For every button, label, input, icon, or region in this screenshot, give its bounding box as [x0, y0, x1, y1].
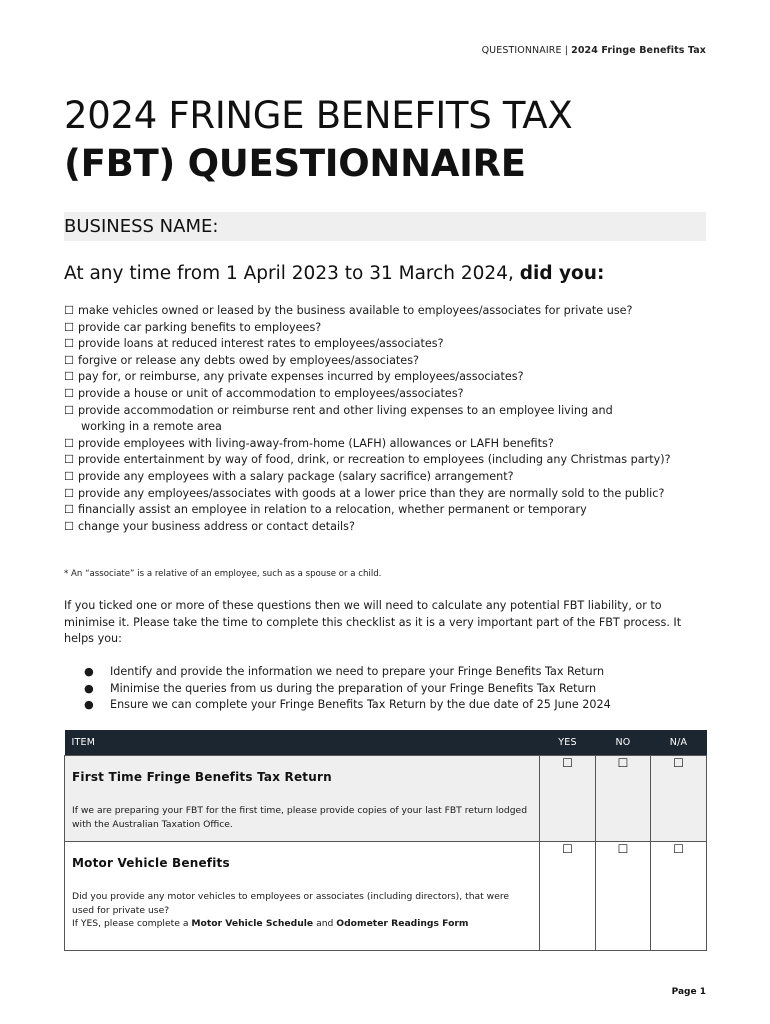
checklist-item-label: provide any employees with a salary package (salary sacrifice) arrangement?: [78, 469, 514, 483]
checkbox-icon[interactable]: ☐: [64, 436, 75, 450]
checkbox-icon[interactable]: ☐: [64, 353, 75, 367]
na-checkbox[interactable]: [651, 842, 707, 951]
bullet-icon: ●: [84, 698, 94, 712]
checklist-item[interactable]: [64, 336, 706, 353]
bullet-item: [84, 664, 684, 681]
yes-checkbox[interactable]: [540, 756, 596, 842]
instruction-joiner: and: [313, 918, 337, 929]
checklist-item[interactable]: [64, 353, 706, 370]
running-header-prefix: QUESTIONNAIRE |: [481, 45, 572, 56]
checklist-item-label: provide employees with living-away-from-home (LAFH) allowances or LAFH benefits?: [78, 436, 554, 450]
checklist-item-label: change your business address or contact details?: [78, 519, 355, 533]
table-row: [65, 842, 707, 951]
item-title: First Time Fringe Benefits Tax Return: [72, 770, 332, 784]
intro-question-bold: did you:: [519, 263, 605, 284]
instruction-prefix: If YES, please complete a: [72, 918, 192, 929]
checklist-item[interactable]: [64, 469, 706, 486]
instruction-form-2: Odometer Readings Form: [336, 918, 469, 929]
document-title: [64, 92, 714, 188]
checkbox-icon[interactable]: ☐: [64, 304, 75, 317]
title-line-2: (FBT) QUESTIONNAIRE: [64, 142, 526, 185]
checklist-item[interactable]: [64, 436, 706, 453]
checklist-item-label: forgive or release any debts owed by employees/associates?: [78, 353, 419, 367]
checklist-item[interactable]: [64, 369, 706, 386]
column-header-item: ITEM: [65, 730, 540, 756]
checkbox-icon[interactable]: ☐: [562, 842, 573, 856]
intro-question: [64, 260, 714, 288]
running-header: [482, 45, 706, 56]
checkbox-icon[interactable]: ☐: [64, 403, 75, 417]
checkbox-icon[interactable]: ☐: [64, 320, 75, 334]
bullet-item: [84, 681, 684, 698]
checkbox-icon[interactable]: ☐: [64, 469, 75, 483]
checklist-item-label: provide car parking benefits to employees?: [78, 320, 322, 334]
checklist-item-label: pay for, or reimburse, any private expenses incurred by employees/associates?: [78, 370, 524, 384]
checklist-item-label: provide entertainment by way of food, drink, or recreation to employees (including any Christmas party)?: [78, 453, 671, 467]
running-header-title: 2024 Fringe Benefits Tax: [571, 45, 706, 56]
checklist-item-label: provide loans at reduced interest rates to employees/associates?: [78, 337, 444, 351]
table-header-row: [65, 730, 707, 756]
bullet-icon: ●: [84, 681, 94, 695]
checkbox-icon[interactable]: ☐: [562, 756, 573, 770]
checkbox-icon[interactable]: ☐: [64, 453, 75, 467]
page-number: Page 1: [671, 987, 706, 997]
checkbox-icon[interactable]: ☐: [673, 842, 684, 856]
checklist-item[interactable]: [64, 303, 706, 320]
checkbox-icon[interactable]: ☐: [64, 503, 75, 517]
bullet-text: Minimise the queries from us during the preparation of your Fringe Benefits Tax Return: [110, 681, 597, 695]
intro-question-text: At any time from 1 April 2023 to 31 March 2024,: [64, 263, 520, 284]
bullet-text: Ensure we can complete your Fringe Benefits Tax Return by the due date of 25 June 2024: [110, 698, 611, 712]
column-header-no: NO: [596, 730, 651, 756]
title-line-1: 2024 FRINGE BENEFITS TAX: [64, 94, 573, 137]
item-cell: [65, 756, 540, 842]
checklist-item-label: provide accommodation or reimburse rent and other living expenses to an employee living and: [78, 403, 613, 417]
checkbox-icon[interactable]: ☐: [617, 842, 629, 856]
no-checkbox[interactable]: [596, 842, 651, 951]
checkbox-icon[interactable]: ☐: [64, 370, 75, 384]
no-checkbox[interactable]: [596, 756, 651, 842]
checkbox-icon[interactable]: ☐: [64, 337, 75, 351]
business-name-field[interactable]: BUSINESS NAME:: [64, 212, 706, 241]
checklist-item-label: provide a house or unit of accommodation to employees/associates?: [78, 386, 464, 400]
item-title: Motor Vehicle Benefits: [72, 856, 230, 870]
checklist-item-label: make vehicles owned or leased by the business available to employees/associates for private use?: [78, 304, 633, 317]
checklist-item-continuation: working in a remote area: [81, 420, 222, 434]
checklist-item-label: provide any employees/associates with goods at a lower price than they are normally sold to the public?: [78, 486, 665, 500]
checklist-item[interactable]: [64, 403, 706, 420]
checklist-item[interactable]: [64, 519, 706, 536]
column-header-yes: YES: [540, 730, 596, 756]
item-instruction: [72, 917, 532, 931]
yes-checkbox[interactable]: [540, 842, 596, 951]
checkbox-icon[interactable]: ☐: [64, 486, 75, 500]
associate-footnote: * An “associate” is a relative of an employee, such as a spouse or a child.: [64, 569, 382, 579]
item-description: If we are preparing your FBT for the first time, please provide copies of your last FBT return lodged with the Australian Taxation Office.: [72, 805, 528, 830]
instruction-form-1: Motor Vehicle Schedule: [191, 918, 314, 929]
na-checkbox[interactable]: [651, 756, 707, 842]
bullet-item: [84, 697, 684, 714]
item-cell: [65, 842, 540, 951]
bullet-icon: ●: [84, 665, 94, 678]
fbt-items-table: [64, 730, 707, 951]
checklist-item[interactable]: [64, 486, 706, 503]
benefits-bullet-list: [84, 664, 684, 714]
checklist-item[interactable]: [64, 452, 706, 469]
table-row: [65, 756, 707, 842]
bullet-text: Identify and provide the information we need to prepare your Fringe Benefits Tax Return: [110, 665, 605, 678]
checklist-item[interactable]: [64, 386, 706, 403]
checklist-item-label: financially assist an employee in relation to a relocation, whether permanent or temporary: [78, 503, 587, 517]
checkbox-icon[interactable]: ☐: [64, 386, 75, 400]
checkbox-icon[interactable]: ☐: [673, 756, 684, 770]
checkbox-icon[interactable]: ☐: [617, 756, 629, 770]
benefits-checklist: [64, 303, 706, 535]
checkbox-icon[interactable]: ☐: [64, 519, 75, 533]
checklist-item[interactable]: [64, 320, 706, 337]
instructions-paragraph: If you ticked one or more of these questions then we will need to calculate any potential FBT liability, or to minimise it. Please take the time to complete this checklist as it is a very important part of the FBT process. It helps you:: [64, 599, 682, 646]
item-description: Did you provide any motor vehicles to employees or associates (including directors), that were used for private use?: [72, 891, 510, 916]
checklist-item[interactable]: [64, 502, 706, 519]
column-header-na: N/A: [651, 730, 707, 756]
